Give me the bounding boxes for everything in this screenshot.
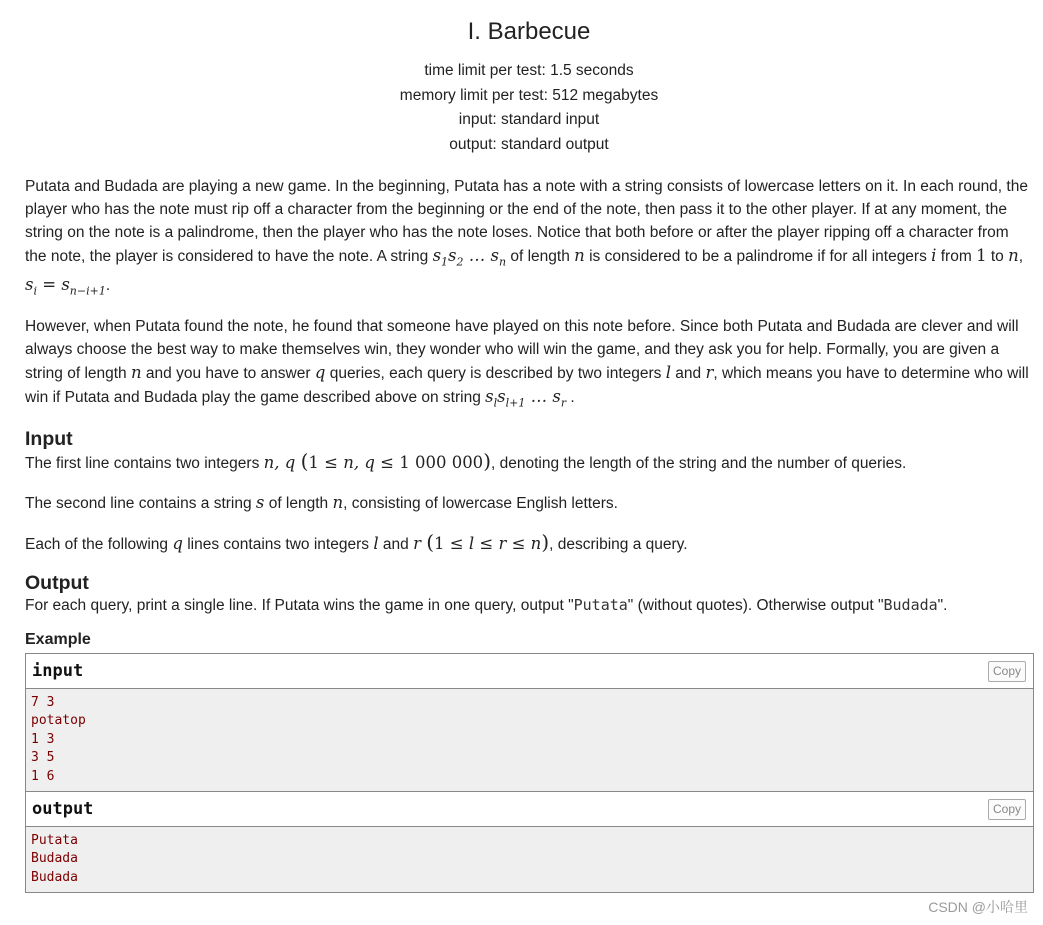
math-constraints-nq: n, q (1 ≤ n, q ≤ 1 000 000) [263, 448, 491, 473]
math-i: i [931, 246, 937, 265]
input-file: input: standard input [458, 111, 600, 128]
math-1: 1 [976, 246, 987, 265]
input-line-1: The first line contains two integers n, q (1 ≤ n, q ≤ 1 000 000), denoting the length of the string and the number of queries. [25, 448, 907, 473]
example-input-label: input [32, 660, 84, 681]
example-title: Example [25, 630, 91, 648]
example-input-line: 1 6 [31, 768, 55, 784]
math-l: l [665, 362, 671, 382]
math-palindrome-condition: $s_i = s_{n-i+1}$ [25, 275, 106, 298]
input-section-title: Input [25, 427, 73, 450]
example-output-body [26, 827, 1033, 892]
example-input-line: 7 3 [31, 694, 55, 710]
math-r: r [705, 362, 714, 382]
math-s: s [255, 492, 265, 512]
watermark: CSDN @小哈里 [928, 899, 1028, 915]
statement-paragraph-2: However, when Putata found the note, he found that someone have played on this note before. Since both Putata and Budada are clever and will always choose the best way to make themselves win, they wonder who will win the game, and they ask you for help. Formally, you are given a string of length n and you have to answer q queries, each query is described by two integers l and r, which means you have to determine who will win if Putata and Budada play the game described above on string $s_ls_{l+1}$ … $s_r$ . [25, 317, 1029, 409]
example-output-line: Budada [31, 851, 78, 867]
example-input-header [26, 654, 1033, 689]
code-budada: Budada [883, 595, 938, 614]
example-output-label: output [32, 798, 94, 819]
math-substring: $s_ls_{l+1}$ … $s_r$ [485, 386, 567, 409]
example-box [25, 653, 1034, 893]
example-input-line: 1 3 [31, 731, 55, 747]
math-s1s2sn: $s_1s_2$ … $s_n$ [432, 246, 507, 269]
problem-header [25, 18, 1033, 157]
time-limit: time limit per test: 1.5 seconds [424, 62, 634, 79]
output-line: For each query, print a single line. If Putata wins the game in one query, output "Putata" (without quotes). Otherwise output "Budada". [25, 595, 948, 614]
example-input-body [26, 689, 1033, 791]
input-section-body [25, 450, 1033, 556]
math-constraints-lr: r (1 ≤ l ≤ r ≤ n) [413, 529, 550, 554]
memory-limit: memory limit per test: 512 megabytes [399, 86, 659, 104]
example-output-header [26, 791, 1033, 827]
math-n: n [1008, 246, 1019, 265]
input-line-2: The second line contains a string s of length n, consisting of lowercase English letters. [25, 492, 618, 512]
math-n: n [130, 362, 142, 382]
math-q: q [314, 362, 326, 382]
example-output-line: Putata [31, 832, 78, 848]
output-section-title: Output [25, 571, 89, 594]
math-n: n [332, 492, 344, 512]
statement-paragraph-1: Putata and Budada are playing a new game. In the beginning, Putata has a note with a string consists of lowercase letters on it. In each round, the player who has the note must rip off a character from the beginning or the end of the note, then pass it to the other player. If at any moment, the string on the note is a palindrome, then the player who has the note loses. Notice that both before or after the player ripping off a character from the note, the player is considered to have the note. A string $s_1s_2$ … $s_n$ of length n is considered to be a palindrome if for all integers i from 1 to n, $s_i = s_{n-i+1}$. [25, 178, 1028, 298]
code-putata: Putata [573, 595, 628, 614]
example-input-line: 3 5 [31, 750, 55, 766]
output-section-body [25, 594, 1033, 617]
output-file: output: standard output [449, 135, 609, 153]
problem-statement [25, 175, 1033, 414]
math-n: n [574, 246, 585, 265]
copy-output-button[interactable]: Copy [988, 799, 1026, 820]
math-l: l [373, 533, 379, 553]
example-output-line: Budada [31, 869, 78, 885]
input-line-3: Each of the following q lines contains two integers l and r (1 ≤ l ≤ r ≤ n), describing a query. [25, 529, 688, 554]
math-q: q [172, 533, 183, 553]
problem-title: I. Barbecue [467, 18, 591, 45]
example-input-line: potatop [31, 713, 86, 729]
problem-page [25, 0, 1033, 893]
copy-input-button[interactable]: Copy [988, 661, 1026, 682]
